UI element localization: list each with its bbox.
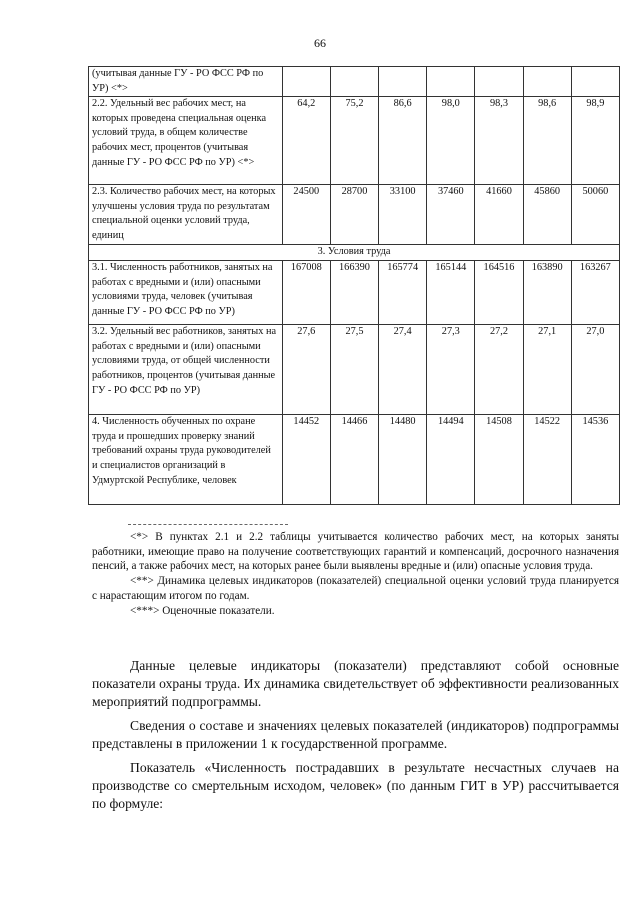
table-row [89,245,620,261]
indicators-table [88,66,620,505]
indicator-value: 14466 [330,415,378,505]
indicator-value: 163890 [523,261,571,325]
indicator-value: 64,2 [282,97,330,185]
footnote-3: <***> Оценочные показатели. [130,604,275,617]
indicator-value: 75,2 [330,97,378,185]
table-row [89,325,620,415]
table-row [89,67,620,97]
indicator-label: 3.2. Удельный вес работников, занятых на работах с вредными и (или) опасными условиями труда, от общей численности работников, процентов (учитывая данные ГУ - РО ФСС РФ по УР) [89,325,283,415]
indicator-value: 27,3 [427,325,475,415]
indicator-value: 98,9 [571,97,619,185]
indicator-value: 27,2 [475,325,523,415]
indicator-value: 41660 [475,185,523,245]
indicator-value: 86,6 [379,97,427,185]
indicator-label: 3.1. Численность работников, занятых на работах с вредными и (или) опасными условиями труда, человек (учитывая данные ГУ - РО ФСС РФ по УР) [89,261,283,325]
footnotes [92,530,619,618]
table-row [89,261,620,325]
indicator-value: 166390 [330,261,378,325]
table-row [89,415,620,505]
indicator-label: 2.2. Удельный вес рабочих мест, на которых проведена специальная оценка условий труда, в общем количестве рабочих мест, процентов (учитывая данные ГУ - РО ФСС РФ по УР) <*> [89,97,283,185]
indicator-value: 50060 [571,185,619,245]
indicator-value: 14536 [571,415,619,505]
indicator-value: 98,3 [475,97,523,185]
paragraph: Данные целевые индикаторы (показатели) представляют собой основные показатели охраны труда. Их динамика свидетельствует об эффективности реализованных мероприятий подпрограммы. [92,658,619,709]
indicator-value [282,67,330,97]
indicator-value: 14494 [427,415,475,505]
table-row [89,185,620,245]
indicator-value: 14452 [282,415,330,505]
indicator-label: (учитывая данные ГУ - РО ФСС РФ по УР) <*> [89,67,283,97]
indicator-value: 98,0 [427,97,475,185]
indicator-value: 167008 [282,261,330,325]
indicator-value [427,67,475,97]
table-row [89,97,620,185]
indicator-value: 27,1 [523,325,571,415]
indicator-label: 4. Численность обученных по охране труда и прошедших проверку знаний требований охраны труда руководителей и специалистов организаций в Удмуртской Республике, человек [89,415,283,505]
page-number: 66 [314,36,326,50]
indicator-value: 27,0 [571,325,619,415]
indicator-value: 37460 [427,185,475,245]
indicator-value: 165144 [427,261,475,325]
paragraph: Показатель «Численность пострадавших в результате несчастных случаев на производстве со смертельным исходом, человек» (по данным ГИТ в УР) рассчитывается по формуле: [92,760,619,811]
indicator-value: 27,6 [282,325,330,415]
indicator-value: 98,6 [523,97,571,185]
footnote-separator [128,524,288,525]
indicator-value: 28700 [330,185,378,245]
indicator-value: 45860 [523,185,571,245]
indicator-value [523,67,571,97]
footnote-1: <*> В пунктах 2.1 и 2.2 таблицы учитывается количество рабочих мест, на которых заняты работники, имеющие право на получение соответствующих гарантий и компенсаций, досрочного назначения пенсий, а также рабочих мест, на которых ранее были выявлены вредные и (или) опасные условия труда. [92,531,619,573]
indicator-value: 14522 [523,415,571,505]
indicator-value: 165774 [379,261,427,325]
indicator-value [571,67,619,97]
body-text [92,657,619,819]
indicator-value: 164516 [475,261,523,325]
paragraph: Сведения о составе и значениях целевых показателей (индикаторов) подпрограммы представлены в приложении 1 к государственной программе. [92,718,619,751]
indicator-value: 163267 [571,261,619,325]
indicator-value: 27,5 [330,325,378,415]
footnote-2: <**> Динамика целевых индикаторов (показателей) специальной оценки условий труда планируется с нарастающим итогом по годам. [92,575,619,602]
indicator-value [475,67,523,97]
indicator-value: 27,4 [379,325,427,415]
indicator-value: 33100 [379,185,427,245]
indicator-value: 24500 [282,185,330,245]
indicator-value [330,67,378,97]
indicator-label: 2.3. Количество рабочих мест, на которых улучшены условия труда по результатам специальной оценки условий труда, единиц [89,185,283,245]
indicator-value: 14508 [475,415,523,505]
indicator-value: 14480 [379,415,427,505]
section-header: 3. Условия труда [89,245,620,261]
indicator-value [379,67,427,97]
